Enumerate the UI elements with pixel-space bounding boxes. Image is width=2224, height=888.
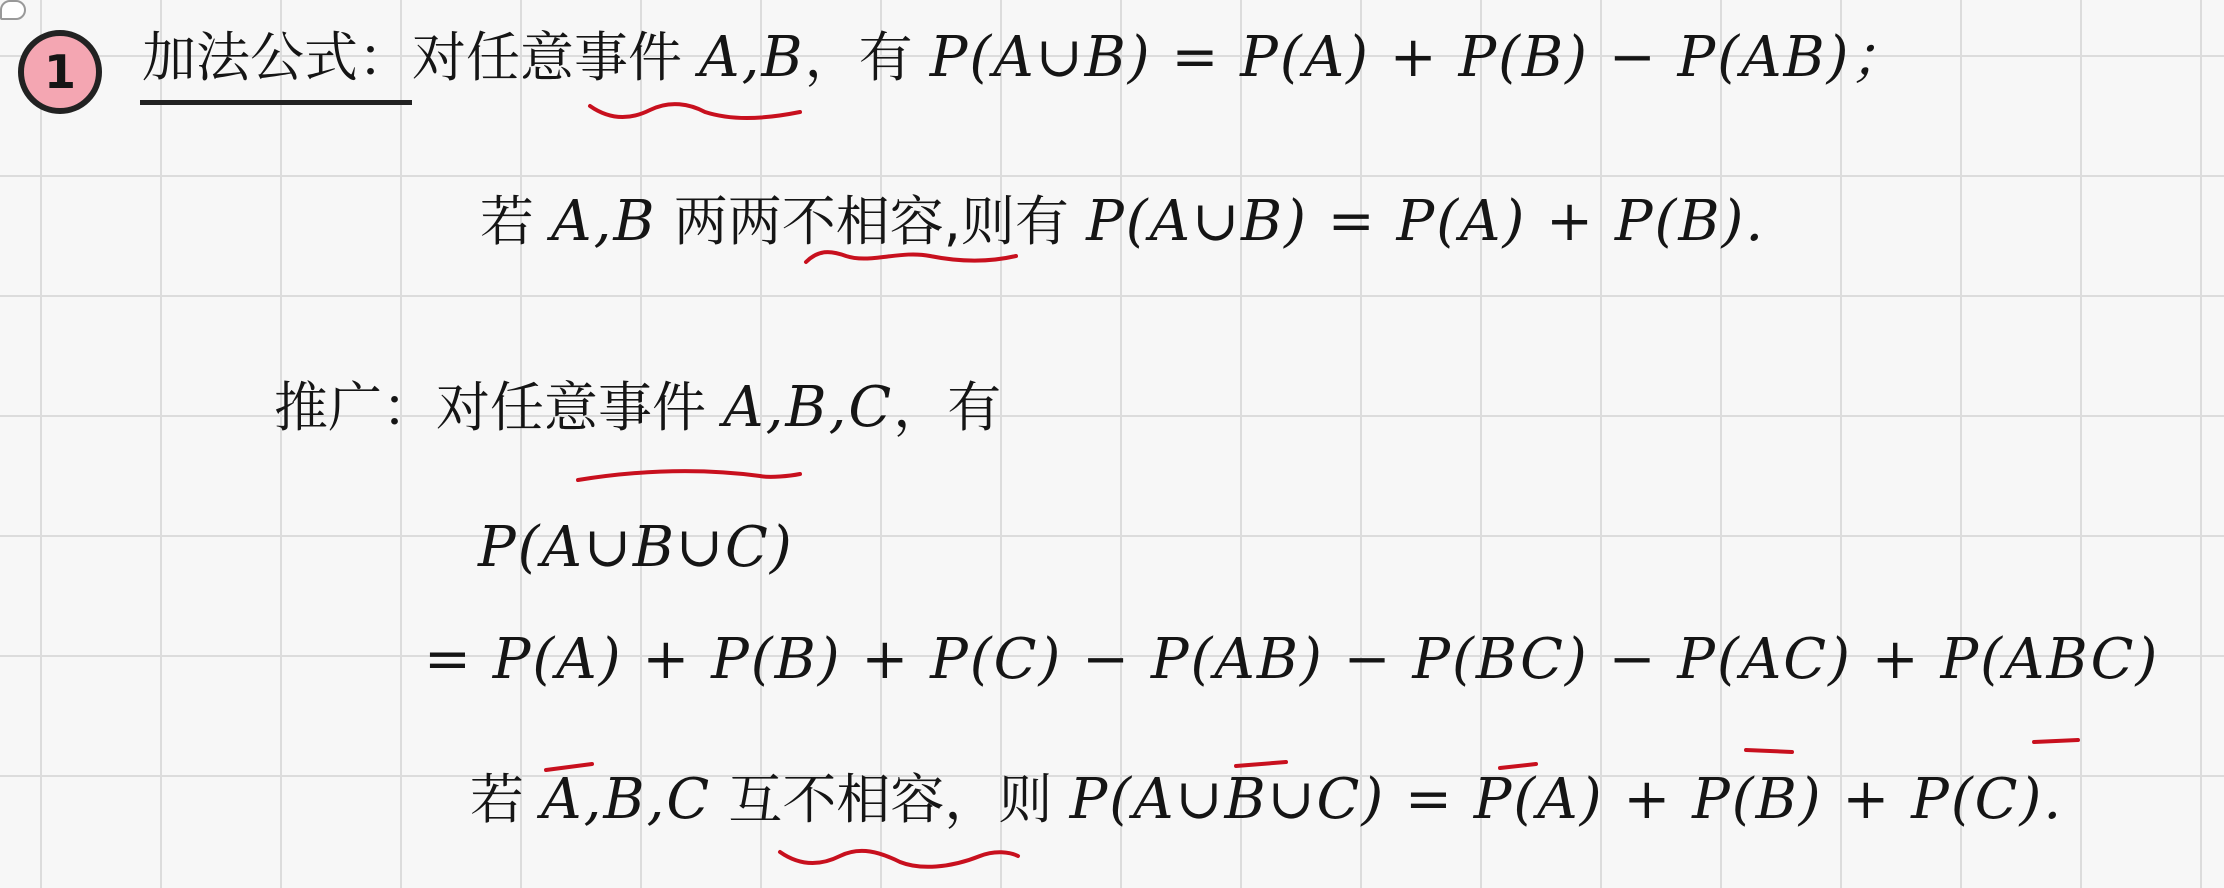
event-names: A,B [699,25,805,90]
addition-formula-title: 加法公式 [142,26,358,89]
condition-text: 对任意事件 [412,26,682,89]
addition-formula: P(A∪B) = P(A) + P(B) − P(AB)； [929,25,1909,90]
overbar-a-formula [1236,762,1286,766]
mutually-exclusive-text: 两两不相容 [673,190,944,253]
then-text: ，则 [944,768,1053,831]
title-colon: ： [358,26,412,89]
section-number: 1 [43,45,76,99]
event-names: A,B [551,189,657,254]
three-event-union: P(A∪B∪C) [478,515,794,580]
inclusion-exclusion-formula: = P(A) + P(B) + P(C) − P(AB) − P(BC) − P(AC) + P(ABC) [424,627,2160,692]
squiggle-underline-2 [806,252,1016,262]
underline-3 [578,471,800,480]
overbar-c-formula [1500,764,1536,768]
overbar-a [546,764,592,770]
three-exclusive-formula: P(A∪B∪C) = P(A) + P(B) + P(C). [1069,767,2064,832]
comma: ， [893,376,948,439]
have-text: 有 [858,26,913,89]
squiggle-underline-4 [780,851,1018,867]
generalization-label: 推广 [274,376,382,439]
overbar-a-right [1746,750,1792,752]
comma: ， [804,26,859,89]
mutually-exclusive-text: 互不相容 [728,768,945,831]
event-names: A,B,C [723,375,894,440]
squiggle-underline-1 [590,104,800,118]
overbar-c-right [2034,740,2078,742]
exclusive-formula: P(A∪B) = P(A) + P(B). [1086,189,1766,254]
if-text: 若 [470,768,524,831]
if-text: 若 [480,190,534,253]
then-text: ,则有 [943,190,1069,253]
condition-text: 对任意事件 [436,376,706,439]
event-names: A,B,C [541,767,712,832]
have-text: 有 [947,376,1002,439]
label-colon: ： [382,376,436,439]
